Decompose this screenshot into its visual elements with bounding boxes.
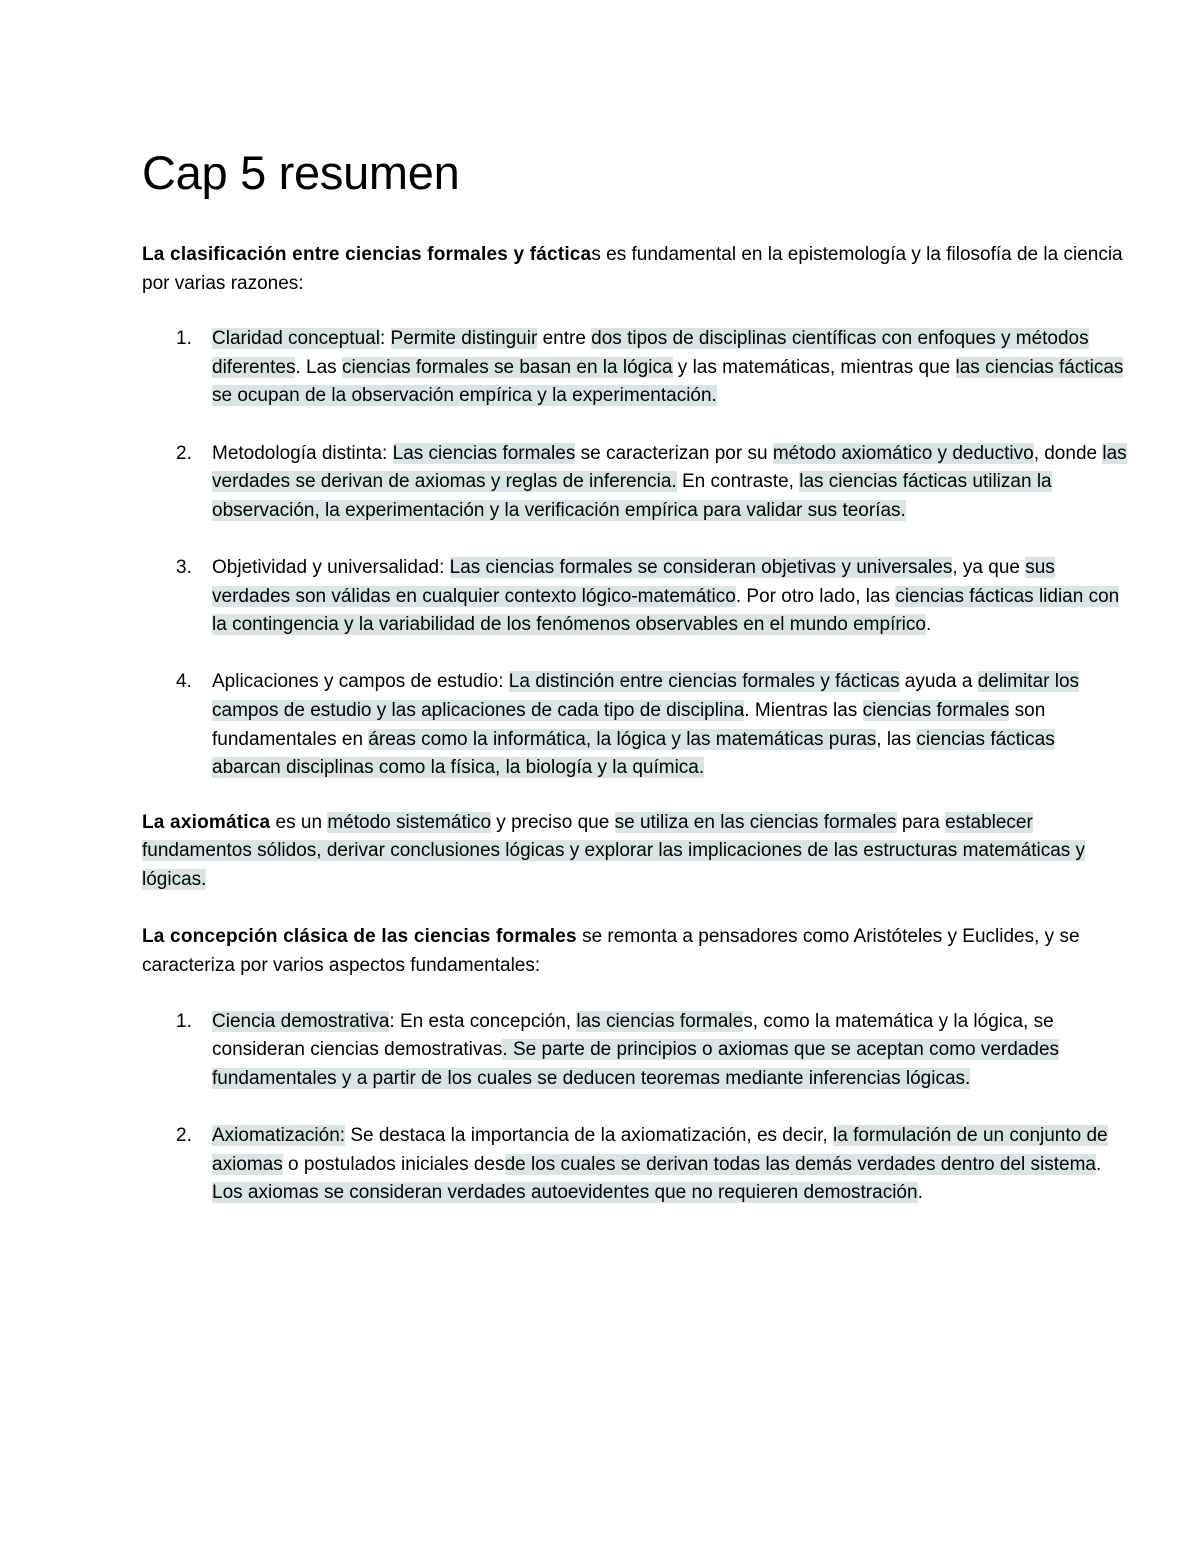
document-page — [142, 138, 1127, 1208]
page-title: Cap 5 resumen — [142, 146, 460, 199]
highlighted-text: se utiliza en las ciencias formales — [614, 811, 897, 833]
text-run: . — [1096, 1153, 1102, 1175]
highlighted-text: ciencias fácticas lidian con la contingencia y la variabilidad de los fenómenos observables en el mundo empírico — [212, 585, 1120, 636]
aspects-list — [142, 1008, 1127, 1208]
bold-term: La concepción clásica de las ciencias formales — [142, 926, 577, 948]
list-item — [142, 1122, 1127, 1208]
text-run: Aplicaciones y campos de estudio: — [212, 671, 509, 693]
bold-term: La axiomática — [142, 811, 271, 833]
highlighted-text: delimitar los campos de estudio y las aplicaciones de cada tipo de disciplina — [212, 671, 1080, 721]
text-run: , ya que — [952, 556, 1026, 578]
highlighted-text: áreas como la informática, la lógica y las matemáticas puras — [368, 728, 877, 750]
highlighted-text: Los axiomas se consideran verdades autoevidentes que no requieren demostración — [212, 1182, 918, 1204]
highlighted-text: las ciencias fácticas se ocupan de la observación empírica y la experimentación. — [212, 356, 1124, 407]
text-run: : — [379, 328, 391, 350]
intro-paragraph — [142, 241, 1127, 298]
highlighted-text: la formulación de un conjunto de axiomas — [212, 1125, 1108, 1175]
text-run: o postulados iniciales des — [282, 1153, 505, 1175]
text-run: : En esta concepción, — [389, 1010, 577, 1032]
highlighted-text: método sistemático — [327, 811, 492, 833]
text-run: Se destaca la importancia de la axiomatización, es decir, — [345, 1125, 833, 1147]
list-item — [142, 554, 1127, 640]
text-run: ayuda a — [899, 671, 978, 693]
text-run: . Mientras las — [744, 699, 863, 721]
highlighted-text: La distinción entre ciencias formales y fácticas — [508, 671, 900, 693]
reasons-list — [142, 325, 1127, 783]
text-run: . — [917, 1182, 923, 1204]
text-run: y preciso que — [491, 811, 615, 833]
text-run: y las matemáticas, mientras que — [672, 356, 956, 378]
text-run: se caracterizan por su — [575, 442, 773, 464]
text-run: para — [896, 811, 946, 833]
highlighted-text: ciencias formales — [862, 699, 1010, 721]
text-run: . Las — [295, 356, 342, 378]
highlighted-text: . Se parte de principios o axiomas que se aceptan como verdades fundamentales y a partir de los cuales se deducen teoremas mediante inferencias lógicas. — [212, 1039, 1060, 1089]
highlighted-text: ciencias fácticas abarcan disciplinas como la física, la biología y la química. — [212, 728, 1055, 779]
list-item — [142, 325, 1127, 411]
text-run: . Por otro lado, las — [735, 585, 896, 607]
highlighted-text: Las ciencias formales — [392, 442, 576, 464]
text-run: entre — [537, 328, 592, 350]
text-run: son fundamentales en — [212, 699, 1046, 750]
highlighted-text: Claridad conceptual — [212, 328, 380, 350]
list-item-number: 1. — [176, 328, 192, 350]
list-item-number: 3. — [176, 556, 192, 578]
highlighted-text: método axiomático y deductivo — [772, 442, 1034, 464]
text-run: es un — [270, 811, 328, 833]
highlighted-text: Las ciencias formales se consideran objetivas y universales — [449, 556, 953, 578]
highlighted-text: de los cuales se derivan todas las demás verdades dentro del sistema — [504, 1153, 1097, 1175]
highlighted-text: Permite distinguir — [390, 328, 538, 350]
highlighted-text: las ciencias formale — [576, 1010, 744, 1032]
text-run: Objetividad y universalidad: — [212, 556, 450, 578]
text-run: s, como la matemática y la lógica, se consideran ciencias demostrativas — [212, 1010, 1054, 1061]
text-run: Metodología distinta: — [212, 442, 393, 464]
list-item — [142, 668, 1127, 782]
list-item-number: 1. — [176, 1010, 192, 1032]
concepcion-paragraph — [142, 923, 1127, 980]
list-item-number: 4. — [176, 671, 192, 693]
list-item — [142, 440, 1127, 526]
highlighted-text: dos tipos de disciplinas científicas con enfoques y métodos diferentes — [212, 328, 1089, 378]
axiomatica-paragraph — [142, 809, 1127, 895]
highlighted-text: Ciencia demostrativa — [212, 1010, 390, 1032]
highlighted-text: las verdades se derivan de axiomas y reglas de inferencia. — [212, 442, 1127, 493]
text-run: s es fundamental en la epistemología y la filosofía de la ciencia por varias razones: — [142, 244, 1123, 294]
list-item-number: 2. — [176, 1125, 192, 1147]
highlighted-text: las ciencias fácticas utilizan la observación, la experimentación y la verificación empírica para validar sus teorías. — [212, 471, 1052, 521]
text-run: En contraste, — [676, 471, 800, 493]
text-run: , las — [876, 728, 917, 750]
list-item — [142, 1008, 1127, 1094]
highlighted-text: Axiomatización: — [212, 1125, 346, 1147]
text-run: se remonta a pensadores como Aristóteles y Euclides, y se caracteriza por varios aspectos fundamentales: — [142, 926, 1080, 977]
highlighted-text: ciencias formales se basan en la lógica — [341, 356, 673, 378]
highlighted-text: establecer fundamentos sólidos, derivar conclusiones lógicas y explorar las implicaciones de las estructuras matemáticas y lógicas. — [142, 811, 1086, 890]
text-run: . — [925, 614, 932, 636]
list-item-number: 2. — [176, 442, 192, 464]
bold-term: La clasificación entre ciencias formales y fáctica — [142, 244, 592, 265]
text-run: , donde — [1033, 442, 1103, 464]
highlighted-text: sus verdades son válidas en cualquier contexto lógico-matemático — [212, 556, 1055, 607]
